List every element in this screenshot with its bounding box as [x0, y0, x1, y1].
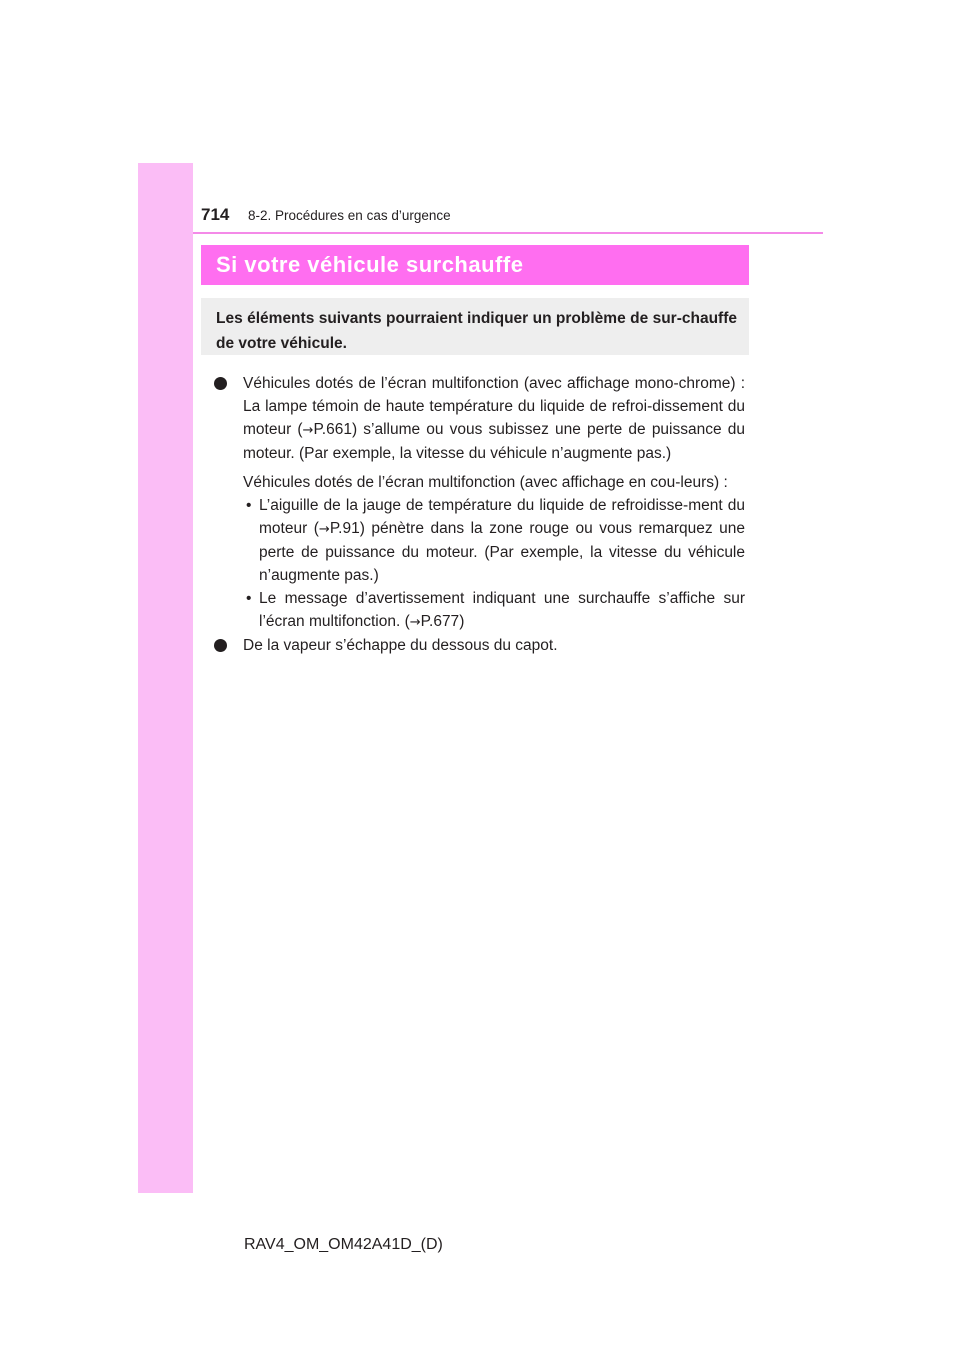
sub-list-item: [214, 587, 745, 634]
page-number: 714: [201, 205, 230, 224]
page-reference: P.677: [420, 613, 460, 630]
sub-item-text: L’aiguille de la jauge de température du liquide de refroidisse-ment du moteur (→P.91) pénètre dans la zone rouge ou vous remarquez une perte de puissance du moteur. (Par exemple, la vitesse du véhicule n’augmente pas.): [259, 497, 745, 584]
item-text: De la vapeur s’échappe du dessous du capot.: [243, 637, 558, 654]
section-title: Si votre véhicule surchauffe: [201, 245, 749, 285]
arrow-icon: →: [409, 615, 421, 630]
item-text: Véhicules dotés de l’écran multifonction (avec affichage en cou-leurs) :: [243, 474, 728, 491]
bullet-marker: •: [246, 497, 252, 514]
list-item: [214, 372, 745, 465]
intro-box: [201, 298, 749, 355]
item-text: Véhicules dotés de l’écran multifonction (avec affichage mono-chrome) : La lampe témoin de haute température du liquide de refroi-dissement du moteur (→P.661) s’allume ou vous subissez une perte de puissance du moteur. (Par exemple, la vitesse du véhicule n’augmente pas.): [243, 375, 745, 462]
arrow-icon: →: [318, 522, 330, 537]
sub-list-item: [214, 494, 745, 587]
side-color-band: [138, 163, 193, 1193]
arrow-icon: →: [302, 423, 314, 438]
page-reference: P.91: [329, 520, 360, 537]
header-divider: [193, 232, 823, 234]
body-content: [214, 372, 745, 657]
intro-text: Les éléments suivants pourraient indiquer un problème de sur-chauffe de votre véhicule.: [216, 310, 737, 352]
bullet-icon: [214, 639, 227, 652]
bullet-icon: [214, 377, 227, 390]
bullet-marker: •: [246, 590, 252, 607]
sub-item-text: Le message d’avertissement indiquant une surchauffe s’affiche sur l’écran multifonction. (→P.677): [259, 590, 745, 630]
chapter-heading: 8-2. Procédures en cas d’urgence: [248, 208, 451, 223]
document-id: RAV4_OM_OM42A41D_(D): [244, 1236, 443, 1253]
list-item: [214, 634, 745, 657]
page-reference: P.661: [313, 421, 352, 438]
